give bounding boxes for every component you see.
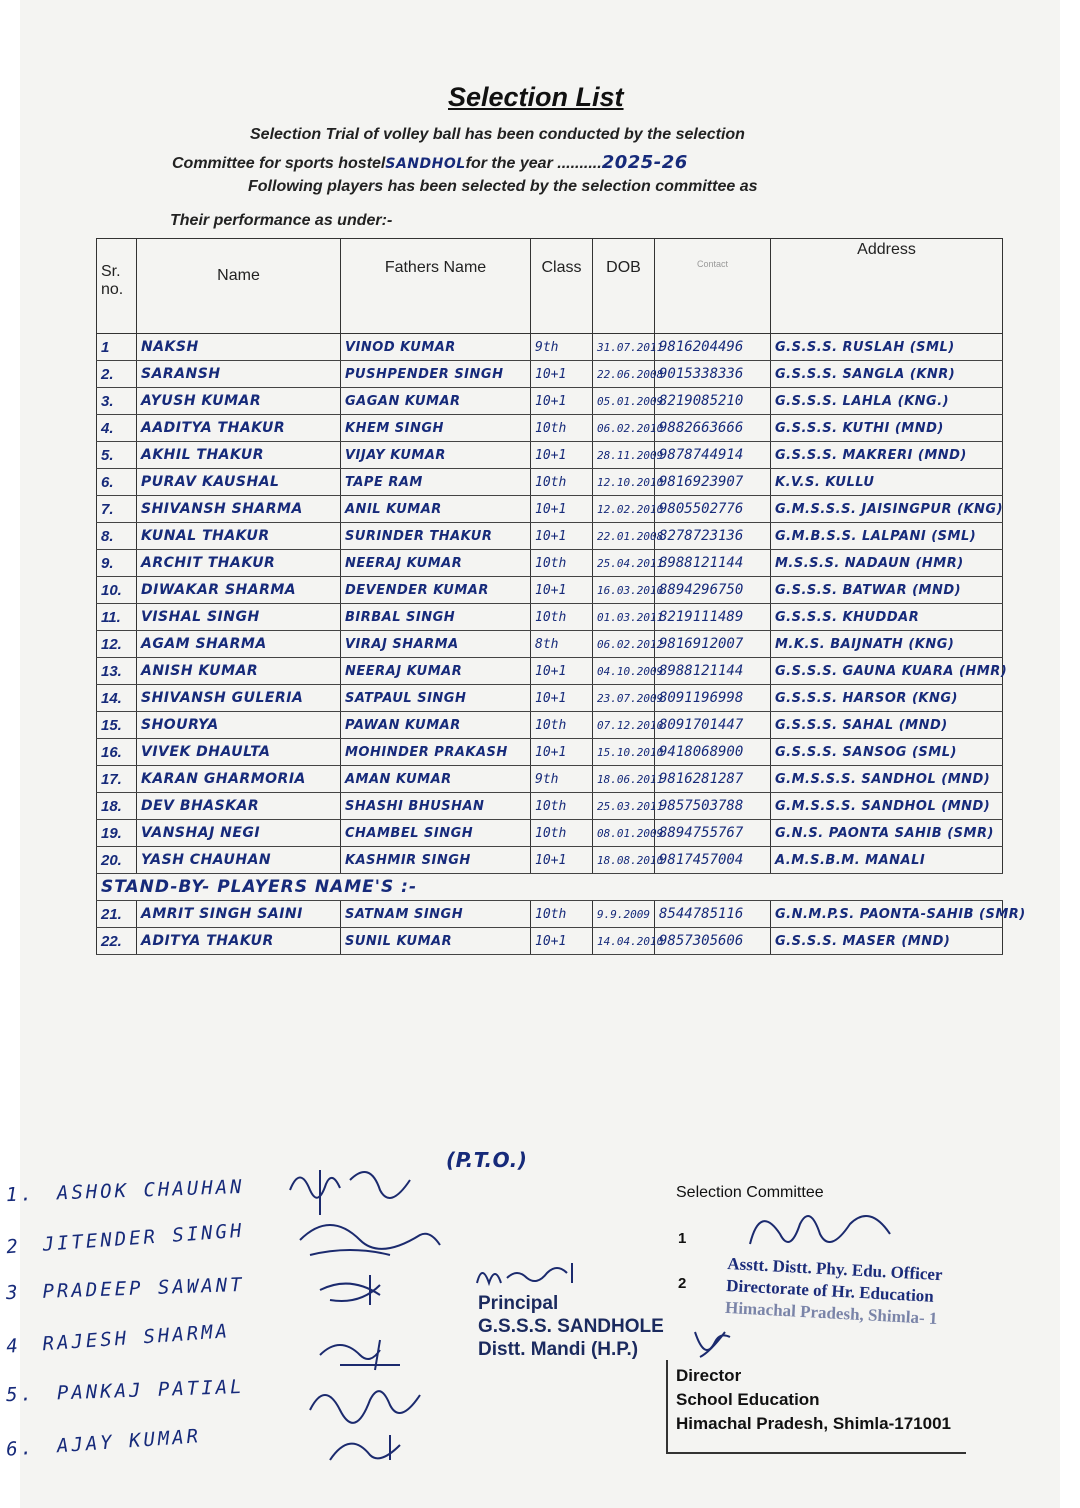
row-contact: 9816281287 [655, 766, 771, 793]
member-signatures [280, 1160, 480, 1460]
member-number: 3 [5, 1281, 21, 1305]
row-father: DEVENDER KUMAR [341, 577, 531, 604]
intro-line-4 [170, 212, 392, 230]
row-class: 10+1 [531, 658, 593, 685]
row-name: SHOURYA [137, 712, 341, 739]
row-class: 10+1 [531, 523, 593, 550]
row-address: M.S.S.S. NADAUN (HMR) [771, 550, 1003, 577]
row-name: KARAN GHARMORIA [137, 766, 341, 793]
row-sr: 3. [97, 388, 137, 415]
row-address: G.S.S.S. MAKRERI (MND) [771, 442, 1003, 469]
row-name: AYUSH KUMAR [137, 388, 341, 415]
row-class: 10+1 [531, 577, 593, 604]
member-name: PRADEEP SAWANT [42, 1273, 245, 1303]
row-class: 10+1 [531, 928, 593, 955]
table-row [97, 469, 1003, 496]
intro-text-1: Selection Trial of volley ball has been conducted by the selection [250, 126, 745, 143]
row-dob: 25.03.2011 [593, 793, 655, 820]
row-class: 10+1 [531, 361, 593, 388]
row-address: G.M.S.S.S. SANDHOL (MND) [771, 793, 1003, 820]
row-dob: 05.01.2009 [593, 388, 655, 415]
row-address: G.S.S.S. HARSOR (KNG) [771, 685, 1003, 712]
row-address: G.S.S.S. SANGLA (KNR) [771, 361, 1003, 388]
intro-text-2b: for the year .......... [465, 155, 602, 172]
row-address: G.S.S.S. SANSOG (SML) [771, 739, 1003, 766]
committee-num-2: 2 [678, 1275, 687, 1292]
row-sr: 19. [97, 820, 137, 847]
row-class: 10th [531, 415, 593, 442]
row-contact: 9878744914 [655, 442, 771, 469]
row-father: NEERAJ KUMAR [341, 550, 531, 577]
row-contact: 8894755767 [655, 820, 771, 847]
row-name: ANISH KUMAR [137, 658, 341, 685]
header-address: Address [771, 239, 1003, 334]
principal-line-3: Distt. Mandi (H.P.) [478, 1339, 639, 1360]
row-father: VIRAJ SHARMA [341, 631, 531, 658]
row-sr: 6. [97, 469, 137, 496]
row-father: SURINDER THAKUR [341, 523, 531, 550]
row-name: KUNAL THAKUR [137, 523, 341, 550]
member-number: 5. [5, 1383, 36, 1407]
row-sr: 12. [97, 631, 137, 658]
row-sr: 13. [97, 658, 137, 685]
standby-label-row [97, 874, 1003, 901]
row-class: 10th [531, 550, 593, 577]
row-sr: 21. [97, 901, 137, 928]
director-signature [690, 1322, 740, 1362]
row-contact: 9805502776 [655, 496, 771, 523]
intro-line-1 [250, 126, 745, 144]
table-row [97, 523, 1003, 550]
row-name: AKHIL THAKUR [137, 442, 341, 469]
row-dob: 06.02.2012 [593, 631, 655, 658]
row-contact: 9418068900 [655, 739, 771, 766]
row-father: CHAMBEL SINGH [341, 820, 531, 847]
row-name: SARANSH [137, 361, 341, 388]
row-father: TAPE RAM [341, 469, 531, 496]
table-row [97, 604, 1003, 631]
row-name: SHIVANSH SHARMA [137, 496, 341, 523]
table-header-row [97, 239, 1003, 334]
row-father: BIRBAL SINGH [341, 604, 531, 631]
table-row [97, 685, 1003, 712]
row-address: G.S.S.S. KHUDDAR [771, 604, 1003, 631]
header-sr [97, 239, 137, 334]
member-name: RAJESH SHARMA [41, 1320, 231, 1356]
row-father: NEERAJ KUMAR [341, 658, 531, 685]
row-class: 8th [531, 631, 593, 658]
row-dob: 9.9.2009 [593, 901, 655, 928]
row-contact: 9816912007 [655, 631, 771, 658]
row-address: G.M.S.S.S. SANDHOL (MND) [771, 766, 1003, 793]
row-class: 10th [531, 712, 593, 739]
table-row [97, 658, 1003, 685]
row-contact: 9817457004 [655, 847, 771, 874]
table-row [97, 928, 1003, 955]
table-row [97, 388, 1003, 415]
row-dob: 04.10.2009 [593, 658, 655, 685]
committee-num-1: 1 [678, 1230, 687, 1247]
committee-heading: Selection Committee [676, 1184, 824, 1201]
member-number: 4 [5, 1334, 22, 1358]
row-father: MOHINDER PRAKASH [341, 739, 531, 766]
row-dob: 18.06.2011 [593, 766, 655, 793]
director-line-2: School Education [676, 1390, 820, 1409]
row-contact: 8988121144 [655, 658, 771, 685]
member-name: AJAY KUMAR [56, 1425, 202, 1458]
row-class: 10th [531, 469, 593, 496]
row-address: M.K.S. BAIJNATH (KNG) [771, 631, 1003, 658]
row-sr: 9. [97, 550, 137, 577]
row-contact: 9857503788 [655, 793, 771, 820]
officer-line-3: Himachal Pradesh, Shimla- 1 [724, 1297, 938, 1329]
principal-signature [472, 1258, 592, 1288]
table-row [97, 820, 1003, 847]
row-sr: 10. [97, 577, 137, 604]
row-dob: 23.07.2009 [593, 685, 655, 712]
row-address: G.S.S.S. LAHLA (KNG.) [771, 388, 1003, 415]
standby-body [97, 901, 1026, 955]
row-contact: 9882663666 [655, 415, 771, 442]
row-class: 10+1 [531, 388, 593, 415]
row-contact: 9015338336 [655, 361, 771, 388]
row-address: G.S.S.S. BATWAR (MND) [771, 577, 1003, 604]
row-contact: 8219085210 [655, 388, 771, 415]
row-class: 10+1 [531, 739, 593, 766]
row-dob: 22.06.2008 [593, 361, 655, 388]
row-dob: 12.02.2010 [593, 496, 655, 523]
row-dob: 01.03.2011 [593, 604, 655, 631]
intro-text-4: Their performance as under:- [170, 212, 393, 229]
row-name: ARCHIT THAKUR [137, 550, 341, 577]
row-sr: 17. [97, 766, 137, 793]
row-father: PUSHPENDER SINGH [341, 361, 531, 388]
row-dob: 15.10.2010 [593, 739, 655, 766]
row-father: SHASHI BHUSHAN [341, 793, 531, 820]
row-contact: 8894296750 [655, 577, 771, 604]
row-class: 9th [531, 766, 593, 793]
director-stamp [676, 1364, 951, 1436]
row-contact: 8219111489 [655, 604, 771, 631]
row-name: VANSHAJ NEGI [137, 820, 341, 847]
principal-line-1: Principal [478, 1293, 559, 1314]
row-dob: 28.11.2009 [593, 442, 655, 469]
row-father: SATNAM SINGH [341, 901, 531, 928]
table-row [97, 361, 1003, 388]
row-dob: 25.04.2011 [593, 550, 655, 577]
row-address: G.S.S.S. SAHAL (MND) [771, 712, 1003, 739]
row-name: VISHAL SINGH [137, 604, 341, 631]
member-name: PANKAJ PATIAL [56, 1375, 245, 1405]
row-dob: 22.01.2008 [593, 523, 655, 550]
row-sr: 1 [97, 334, 137, 361]
row-address: K.V.S. KULLU [771, 469, 1003, 496]
standby-label: STAND-BY- PLAYERS NAME'S :- [97, 874, 1003, 901]
row-name: YASH CHAUHAN [137, 847, 341, 874]
row-contact: 8091701447 [655, 712, 771, 739]
row-dob: 06.02.2010 [593, 415, 655, 442]
row-contact: 8544785116 [655, 901, 771, 928]
row-name: DEV BHASKAR [137, 793, 341, 820]
row-name: SHIVANSH GULERIA [137, 685, 341, 712]
row-address: G.M.S.S.S. JAISINGPUR (KNG) [771, 496, 1003, 523]
row-dob: 14.04.2010 [593, 928, 655, 955]
row-name: VIVEK DHAULTA [137, 739, 341, 766]
selection-year: 2025-26 [601, 152, 688, 173]
row-dob: 18.08.2010 [593, 847, 655, 874]
principal-line-2: G.S.S.S. SANDHOLE [478, 1316, 664, 1337]
row-sr: 16. [97, 739, 137, 766]
row-class: 10+1 [531, 442, 593, 469]
row-sr: 11. [97, 604, 137, 631]
member-name: ASHOK CHAUHAN [56, 1175, 245, 1205]
row-dob: 08.01.2009 [593, 820, 655, 847]
table-row [97, 847, 1003, 874]
director-line-3: Himachal Pradesh, Shimla-171001 [676, 1414, 951, 1433]
row-name: DIWAKAR SHARMA [137, 577, 341, 604]
header-sr-text-2: no. [101, 281, 124, 298]
row-address: G.N.M.P.S. PAONTA-SAHIB (SMR) [771, 901, 1003, 928]
table-row [97, 901, 1003, 928]
row-class: 10th [531, 820, 593, 847]
header-father: Fathers Name [341, 239, 531, 334]
row-class: 10th [531, 793, 593, 820]
row-sr: 20. [97, 847, 137, 874]
row-name: NAKSH [137, 334, 341, 361]
row-address: G.N.S. PAONTA SAHIB (SMR) [771, 820, 1003, 847]
row-sr: 5. [97, 442, 137, 469]
table-row [97, 550, 1003, 577]
table-body [97, 334, 1008, 874]
row-class: 10th [531, 901, 593, 928]
pto-note: (P.T.O.) [446, 1148, 528, 1172]
row-dob: 07.12.2010 [593, 712, 655, 739]
member-number: 1. [5, 1183, 36, 1207]
officer-stamp [725, 1253, 943, 1330]
row-father: SATPAUL SINGH [341, 685, 531, 712]
row-father: GAGAN KUMAR [341, 388, 531, 415]
row-sr: 7. [97, 496, 137, 523]
principal-stamp [478, 1292, 664, 1361]
row-contact: 9857305606 [655, 928, 771, 955]
row-father: PAWAN KUMAR [341, 712, 531, 739]
table-row [97, 415, 1003, 442]
header-name: Name [137, 239, 341, 334]
row-father: VINOD KUMAR [341, 334, 531, 361]
row-father: VIJAY KUMAR [341, 442, 531, 469]
table-row [97, 739, 1003, 766]
row-sr: 15. [97, 712, 137, 739]
row-class: 9th [531, 334, 593, 361]
row-father: KHEM SINGH [341, 415, 531, 442]
row-class: 10+1 [531, 685, 593, 712]
row-sr: 18. [97, 793, 137, 820]
header-dob: DOB [593, 239, 655, 334]
header-class: Class [531, 239, 593, 334]
officer-line-1: Asstt. Distt. Phy. Edu. Officer [726, 1253, 943, 1285]
intro-text-3: Following players has been selected by the selection committee as [248, 178, 758, 195]
row-address: G.S.S.S. MASER (MND) [771, 928, 1003, 955]
row-sr: 22. [97, 928, 137, 955]
header-sr-text: Sr. [101, 263, 121, 280]
row-name: PURAV KAUSHAL [137, 469, 341, 496]
table-row [97, 496, 1003, 523]
intro-line-2 [172, 152, 688, 173]
row-name: AMRIT SINGH SAINI [137, 901, 341, 928]
row-contact: 8091196998 [655, 685, 771, 712]
intro-text-2a: Committee for sports hostel [172, 155, 386, 172]
intro-line-3 [248, 178, 758, 196]
header-contact: Contact [655, 239, 771, 334]
row-sr: 8. [97, 523, 137, 550]
table-row [97, 766, 1003, 793]
page-title: Selection List [448, 82, 624, 112]
row-address: A.M.S.B.M. MANALI [771, 847, 1003, 874]
row-dob: 12.10.2010 [593, 469, 655, 496]
member-name: JITENDER SINGH [41, 1219, 246, 1256]
row-class: 10+1 [531, 847, 593, 874]
row-name: AADITYA THAKUR [137, 415, 341, 442]
director-line-1: Director [676, 1366, 742, 1385]
table-row [97, 442, 1003, 469]
row-address: G.S.S.S. RUSLAH (SML) [771, 334, 1003, 361]
hostel-name: SANDHOL [385, 156, 466, 172]
row-contact: 9816923907 [655, 469, 771, 496]
row-father: KASHMIR SINGH [341, 847, 531, 874]
row-sr: 14. [97, 685, 137, 712]
row-name: AGAM SHARMA [137, 631, 341, 658]
row-contact: 8278723136 [655, 523, 771, 550]
member-number: 2 [5, 1235, 22, 1259]
row-father: SUNIL KUMAR [341, 928, 531, 955]
row-name: ADITYA THAKUR [137, 928, 341, 955]
member-number: 6. [5, 1436, 36, 1461]
row-contact: 9816204496 [655, 334, 771, 361]
row-dob: 31.07.2011 [593, 334, 655, 361]
row-father: ANIL KUMAR [341, 496, 531, 523]
row-address: G.S.S.S. KUTHI (MND) [771, 415, 1003, 442]
row-sr: 4. [97, 415, 137, 442]
row-sr: 2. [97, 361, 137, 388]
row-contact: 8988121144 [655, 550, 771, 577]
table-row [97, 631, 1003, 658]
standby-section [97, 874, 1003, 901]
table-row [97, 793, 1003, 820]
row-class: 10th [531, 604, 593, 631]
officer-line-2: Directorate of Hr. Education [725, 1275, 935, 1306]
row-address: G.M.B.S.S. LALPANI (SML) [771, 523, 1003, 550]
row-dob: 16.03.2010 [593, 577, 655, 604]
row-class: 10+1 [531, 496, 593, 523]
table-row [97, 334, 1003, 361]
selection-table [96, 238, 1026, 955]
table-row [97, 577, 1003, 604]
table-row [97, 712, 1003, 739]
row-father: AMAN KUMAR [341, 766, 531, 793]
row-address: G.S.S.S. GAUNA KUARA (HMR) [771, 658, 1003, 685]
